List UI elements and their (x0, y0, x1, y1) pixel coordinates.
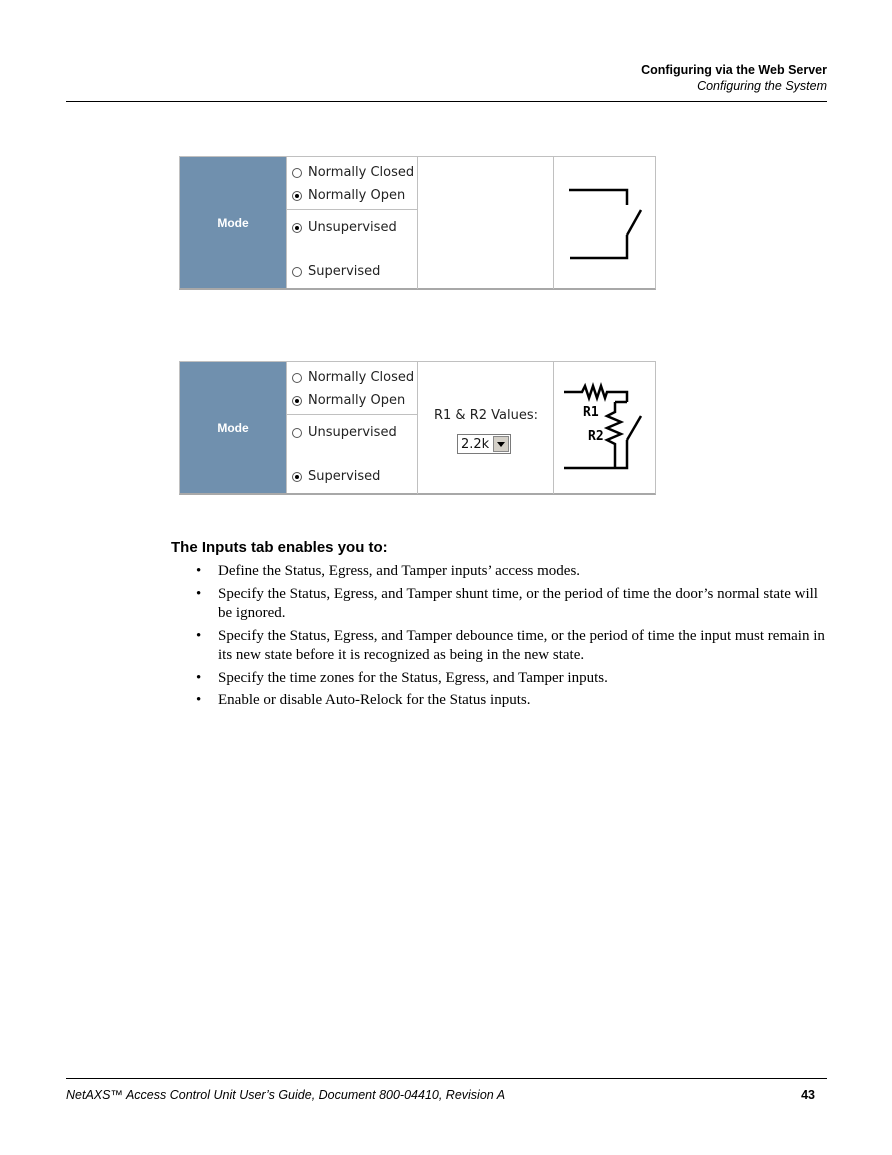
list-item-text: Enable or disable Auto-Relock for the Status inputs. (218, 692, 531, 708)
list-item (196, 562, 828, 582)
list-item-text: Specify the Status, Egress, and Tamper shunt time, or the period of time the door’s normal state will be ignored. (218, 585, 818, 621)
supervision-group (286, 415, 418, 494)
radio-unsupervised-circle[interactable] (292, 223, 302, 233)
bullet: • (196, 692, 202, 708)
radio-normally-closed[interactable] (292, 165, 414, 180)
radio-unsupervised-label: Unsupervised (308, 425, 397, 440)
r1-label: R1 (583, 405, 599, 420)
radio-normally-closed-circle[interactable] (292, 373, 302, 383)
radio-normally-open-circle[interactable] (292, 191, 302, 201)
mode-label: Mode (180, 157, 287, 288)
bullet: • (196, 627, 202, 644)
contact-type-group (286, 157, 418, 210)
empty-values-cell (419, 157, 554, 289)
radio-normally-closed-label: Normally Closed (308, 370, 415, 385)
page-number: 43 (801, 1088, 815, 1102)
radio-supervised[interactable] (292, 469, 380, 484)
radio-supervised[interactable] (292, 264, 380, 279)
mode-panel-unsupervised (179, 156, 656, 290)
radio-unsupervised[interactable] (292, 425, 397, 440)
list-item (196, 585, 828, 624)
header-title: Configuring via the Web Server (641, 63, 827, 77)
feature-list (196, 562, 828, 714)
radio-normally-open[interactable] (292, 393, 405, 408)
radio-unsupervised-label: Unsupervised (308, 220, 397, 235)
footer-rule (66, 1078, 827, 1079)
radio-normally-open-label: Normally Open (308, 188, 406, 203)
radio-normally-closed-label: Normally Closed (308, 165, 415, 180)
resistor-values-cell (419, 362, 554, 494)
page-header (641, 62, 827, 94)
supervised-resistor-switch-icon (555, 362, 655, 494)
header-rule (66, 101, 827, 102)
list-item (196, 669, 828, 689)
supervision-group (286, 210, 418, 289)
radio-unsupervised[interactable] (292, 220, 397, 235)
dropdown-button[interactable] (493, 436, 509, 452)
contact-type-group (286, 362, 418, 415)
resistor-value-selected: 2.2k (461, 436, 490, 452)
radio-normally-open[interactable] (292, 188, 405, 203)
bullet: • (196, 563, 202, 579)
resistor-values-label: R1 & R2 Values: (434, 408, 538, 423)
header-subtitle: Configuring the System (697, 79, 827, 93)
list-item (196, 691, 828, 711)
resistor-value-select[interactable] (457, 434, 511, 454)
list-item (196, 627, 828, 666)
bullet: • (196, 669, 202, 686)
bullet: • (196, 585, 202, 602)
radio-normally-open-circle[interactable] (292, 396, 302, 406)
mode-label: Mode (180, 362, 287, 493)
radio-supervised-label: Supervised (308, 469, 381, 484)
radio-normally-closed-circle[interactable] (292, 168, 302, 178)
mode-panel-supervised (179, 361, 656, 495)
list-item-text: Define the Status, Egress, and Tamper inputs’ access modes. (218, 563, 581, 579)
section-title: The Inputs tab enables you to: (171, 539, 388, 556)
r2-label: R2 (588, 429, 604, 444)
footer-text: NetAXS™ Access Control Unit User’s Guide, Document 800-04410, Revision A (66, 1088, 506, 1102)
switch-open-icon (555, 157, 655, 289)
list-item-text: Specify the Status, Egress, and Tamper debounce time, or the period of time the input must remain in its new state before it is recognized as being in the new state. (218, 627, 825, 663)
list-item-text: Specify the time zones for the Status, Egress, and Tamper inputs. (218, 669, 608, 686)
radio-supervised-circle[interactable] (292, 267, 302, 277)
radio-normally-closed[interactable] (292, 370, 414, 385)
radio-unsupervised-circle[interactable] (292, 428, 302, 438)
radio-supervised-label: Supervised (308, 264, 381, 279)
radio-normally-open-label: Normally Open (308, 393, 406, 408)
radio-supervised-circle[interactable] (292, 472, 302, 482)
chevron-down-icon (497, 442, 505, 447)
